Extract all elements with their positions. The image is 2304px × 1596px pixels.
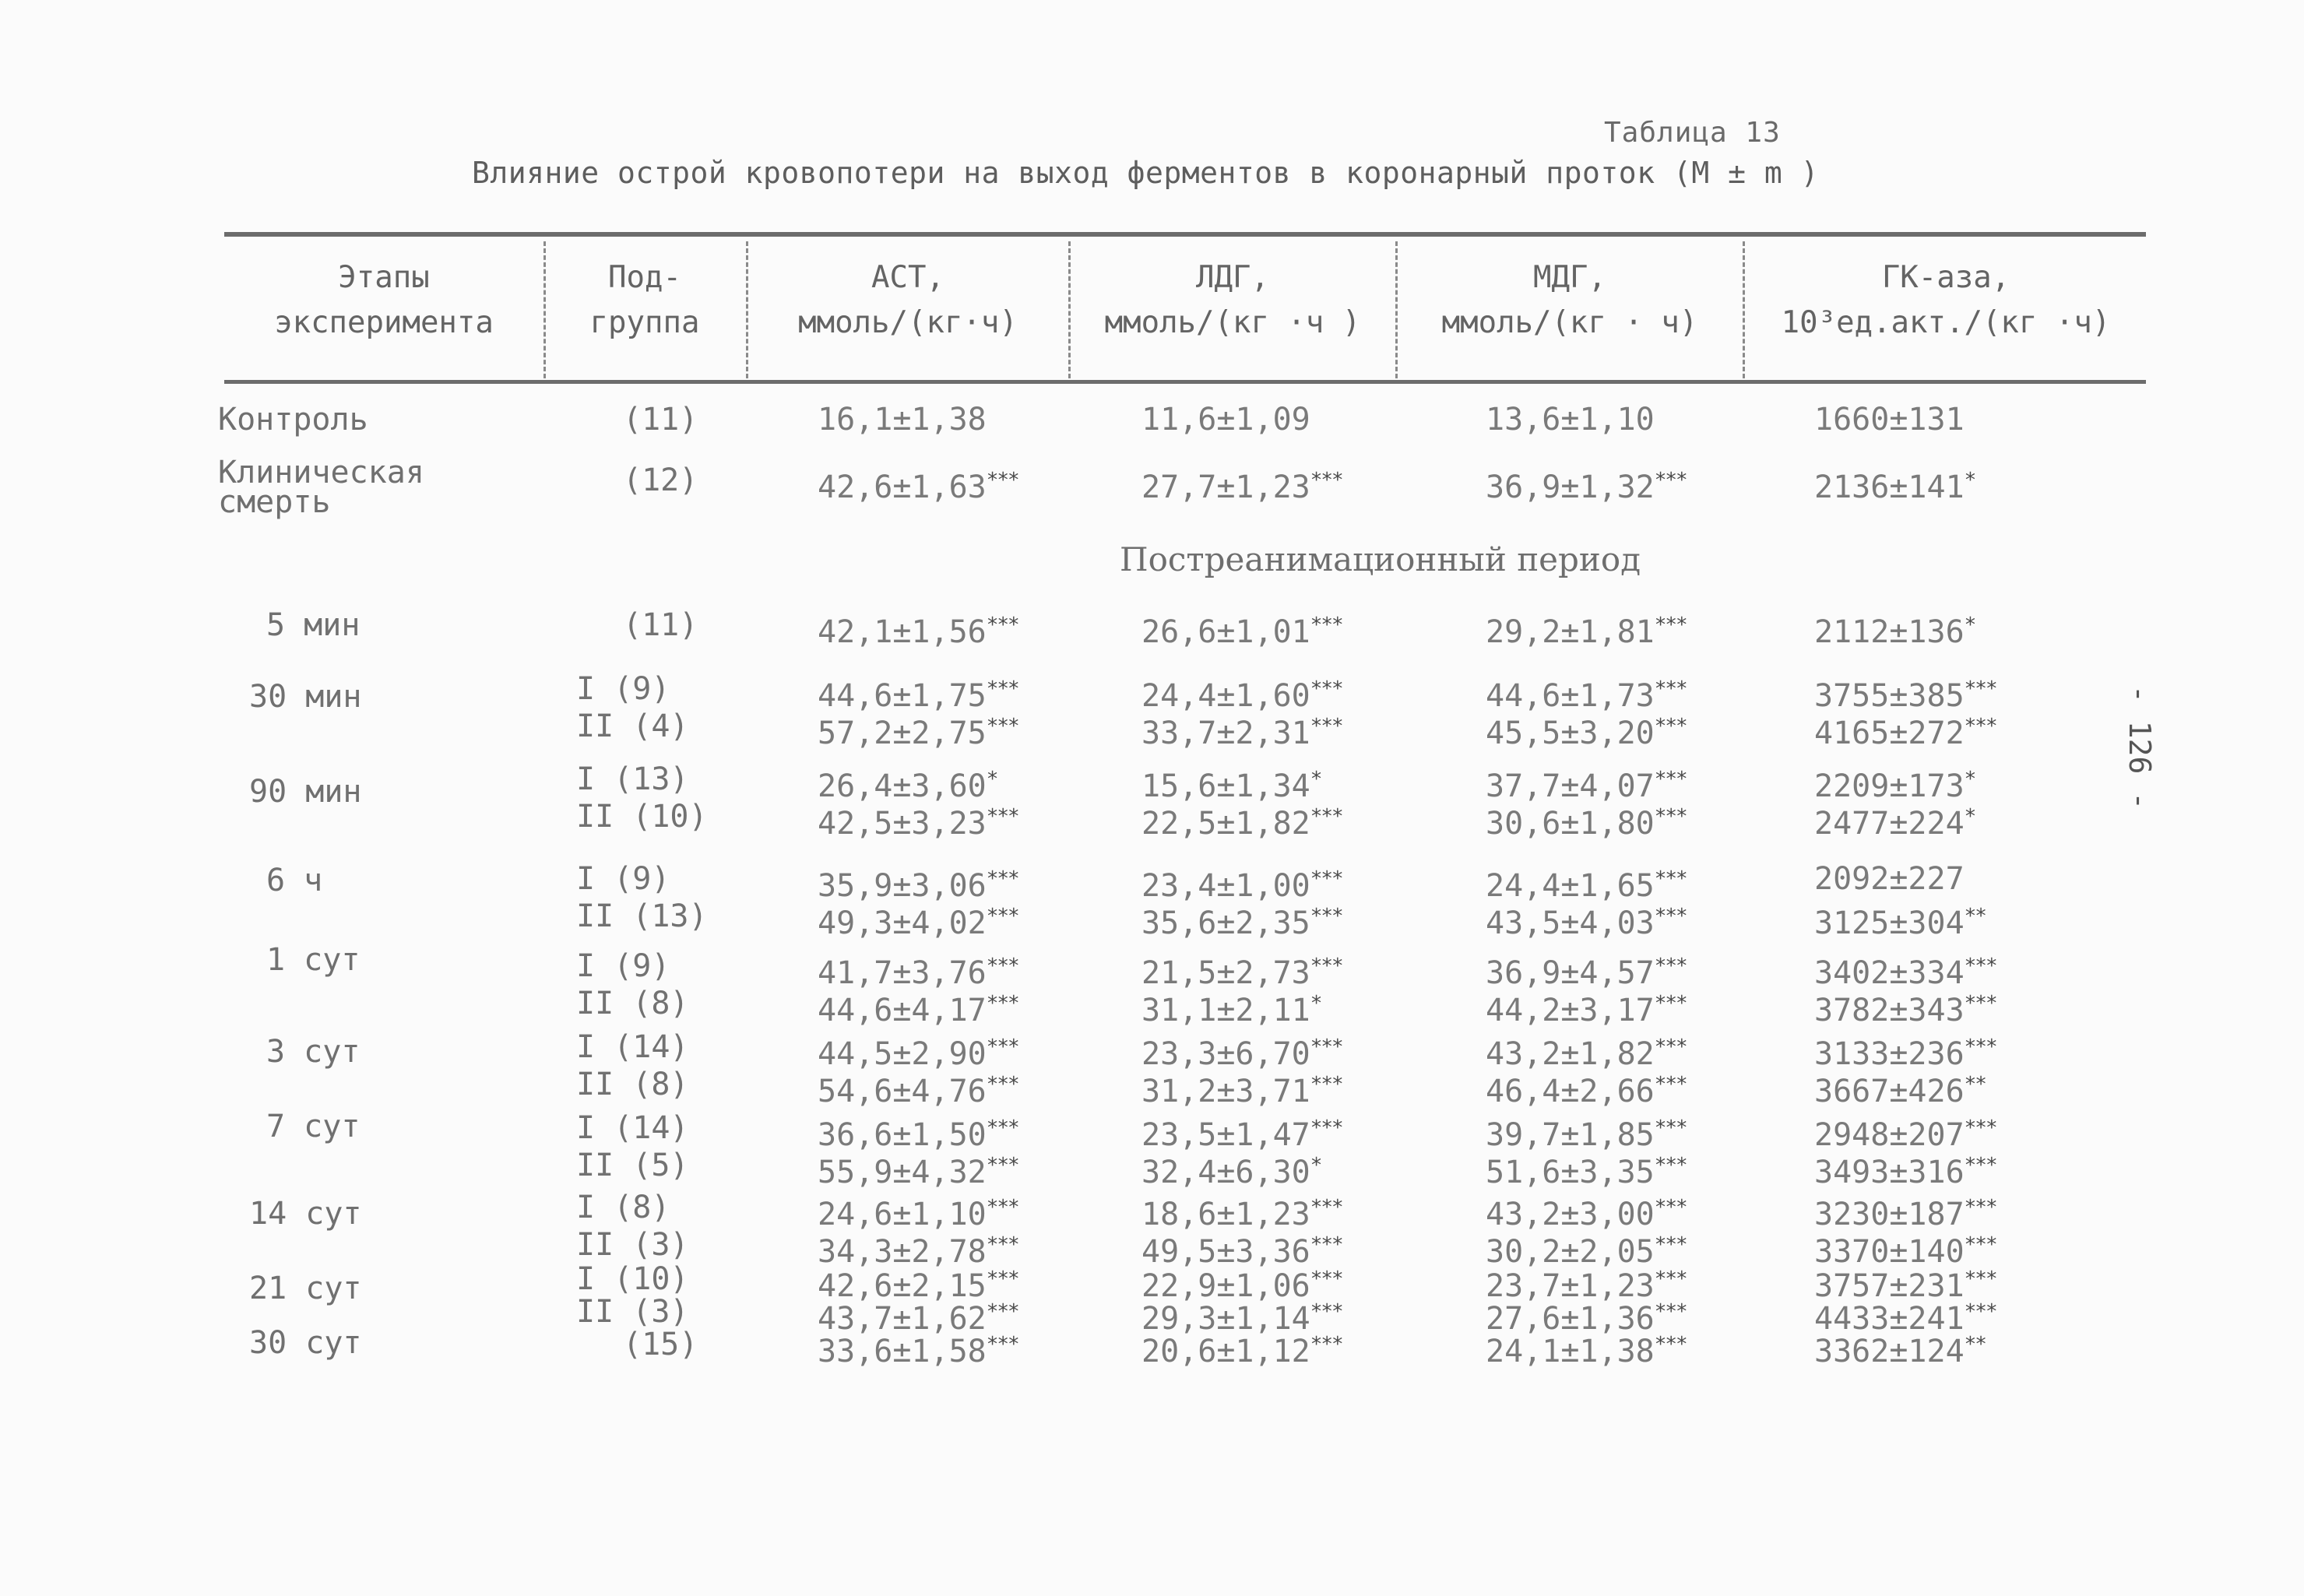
cell-value: 42,1±1,56 (818, 614, 987, 650)
cell-value: 46,4±2,66 (1486, 1074, 1655, 1109)
cell-value: 43,5±4,03 (1486, 905, 1655, 941)
significance-mark: *** (986, 1073, 1018, 1096)
cell-value: II (3) (576, 1227, 689, 1263)
mdg-cell (1486, 800, 1687, 840)
cell-value: 42,6±2,15 (818, 1268, 987, 1304)
cell-value: 23,3±6,70 (1141, 1036, 1310, 1072)
subgroup-cell (623, 1328, 698, 1361)
cell-value: 37,7±4,07 (1486, 768, 1655, 804)
cell-value: 41,7±3,76 (818, 955, 987, 991)
gk-cell (1814, 609, 1975, 649)
gk-cell (1814, 1112, 1996, 1151)
cell-value: 34,3±2,78 (818, 1234, 987, 1270)
cell-value: 3402±334 (1814, 955, 1965, 991)
cell-value: 55,9±4,32 (818, 1155, 987, 1190)
stage-label: 30 мин (249, 679, 362, 715)
significance-mark: *** (1654, 1333, 1687, 1356)
cell-value: 2948±207 (1814, 1117, 1965, 1153)
cell-value: 35,6±2,35 (1141, 905, 1310, 941)
ast-cell (818, 987, 1018, 1027)
cell-value: 3230±187 (1814, 1197, 1965, 1232)
subgroup-cell (576, 1295, 689, 1328)
gk-cell (1814, 1328, 1986, 1368)
ldg-cell (1141, 763, 1321, 803)
header-mdg: МДГ, ммоль/(кг · ч) (1441, 260, 1698, 340)
ast-cell (818, 800, 1018, 840)
cell-value: 30,2±2,05 (1486, 1234, 1655, 1270)
cell-value: 3133±236 (1814, 1036, 1965, 1072)
significance-mark: *** (1310, 1073, 1342, 1096)
gk-cell (1814, 464, 1975, 504)
significance-mark: * (1964, 469, 1975, 492)
cell-value: 27,7±1,23 (1141, 469, 1310, 505)
significance-mark: * (1310, 768, 1321, 791)
gk-cell (1814, 763, 1975, 803)
cell-value: 2136±141 (1814, 469, 1965, 505)
cell-value: 3755±385 (1814, 678, 1965, 714)
cell-value: 24,6±1,10 (818, 1197, 987, 1232)
cell-value: 3370±140 (1814, 1234, 1965, 1270)
cell-value: 23,7±1,23 (1486, 1268, 1655, 1304)
significance-mark: *** (1310, 1333, 1342, 1356)
gk-cell (1814, 900, 1986, 940)
ast-cell (818, 900, 1018, 940)
significance-mark: *** (1310, 867, 1342, 891)
significance-mark: *** (986, 954, 1018, 978)
cell-value: 33,7±2,31 (1141, 715, 1310, 751)
cell-value: 15,6±1,34 (1141, 768, 1310, 804)
cell-value: (11) (623, 402, 698, 438)
gk-cell (1814, 710, 1996, 750)
ast-cell (818, 710, 1018, 750)
subgroup-cell (623, 403, 698, 436)
ldg-cell (1141, 464, 1342, 504)
subgroup-cell (576, 1068, 689, 1101)
cell-value: 11,6±1,09 (1141, 402, 1310, 438)
significance-mark: *** (986, 867, 1018, 891)
mdg-cell (1486, 987, 1687, 1027)
cell-value: 24,1±1,38 (1486, 1334, 1655, 1369)
subgroup-cell (576, 710, 689, 743)
header-gk: ГК-аза, 10³ед.акт./(кг ·ч) (1781, 260, 2111, 340)
cell-value: 29,2±1,81 (1486, 614, 1655, 650)
mdg-cell (1486, 863, 1687, 902)
ldg-cell (1141, 1112, 1342, 1151)
subgroup-cell (576, 1112, 689, 1144)
significance-mark: *** (986, 992, 1018, 1015)
cell-value: 16,1±1,38 (818, 402, 987, 438)
mdg-cell (1486, 710, 1687, 750)
header-ldg: ЛДГ, ммоль/(кг ·ч ) (1104, 260, 1361, 340)
ast-cell (818, 609, 1018, 649)
stage-label: 5 мин (266, 607, 361, 643)
cell-value: 3667±426 (1814, 1074, 1965, 1109)
significance-mark: *** (1964, 1116, 1996, 1140)
significance-mark: *** (1964, 1035, 1996, 1059)
gk-cell (1814, 800, 1975, 840)
ast-cell (818, 403, 987, 436)
cell-value: 18,6±1,23 (1141, 1197, 1310, 1232)
cell-value: 44,6±4,17 (818, 993, 987, 1028)
cell-value: 26,6±1,01 (1141, 614, 1310, 650)
cell-value: II (4) (576, 708, 689, 744)
significance-mark: *** (1654, 1233, 1687, 1257)
cell-value: 3757±231 (1814, 1268, 1965, 1304)
ldg-cell (1141, 710, 1342, 750)
cell-value: (15) (623, 1327, 698, 1362)
column-divider (746, 241, 748, 378)
ast-cell (818, 1328, 1018, 1368)
mdg-cell (1486, 950, 1687, 990)
page-number: - 126 - (2123, 685, 2157, 810)
cell-value: 29,3±1,14 (1141, 1301, 1310, 1337)
cell-value: 49,3±4,02 (818, 905, 987, 941)
stage-label: Клиническая (218, 455, 424, 490)
significance-mark: * (1964, 805, 1975, 828)
significance-mark: *** (986, 905, 1018, 928)
table-top-rule (224, 232, 2146, 237)
cell-value: 22,5±1,82 (1141, 806, 1310, 842)
significance-mark: *** (1310, 613, 1342, 637)
significance-mark: *** (1654, 1116, 1687, 1140)
subgroup-cell (576, 1149, 689, 1182)
significance-mark: *** (1654, 1300, 1687, 1324)
ldg-cell (1141, 900, 1342, 940)
significance-mark: *** (1654, 1073, 1687, 1096)
ldg-cell (1141, 1328, 1342, 1368)
subgroup-cell (623, 464, 698, 497)
ldg-cell (1141, 1149, 1321, 1189)
mdg-cell (1486, 673, 1687, 712)
cell-value: I (10) (576, 1261, 689, 1297)
column-divider (1395, 241, 1398, 378)
cell-value: 4433±241 (1814, 1301, 1965, 1337)
subgroup-cell (576, 673, 670, 705)
significance-mark: *** (1310, 715, 1342, 738)
cell-value: 49,5±3,36 (1141, 1234, 1310, 1270)
cell-value: 44,6±1,75 (818, 678, 987, 714)
cell-value: 43,2±3,00 (1486, 1197, 1655, 1232)
cell-value: 31,1±2,11 (1141, 993, 1310, 1028)
stage-label: 3 сут (266, 1034, 361, 1070)
significance-mark: ** (1964, 1073, 1986, 1096)
cell-value: 57,2±2,75 (818, 715, 987, 751)
gk-cell (1814, 403, 1965, 436)
ast-cell (818, 1149, 1018, 1189)
significance-mark: * (1964, 613, 1975, 637)
table-number: Таблица 13 (1604, 117, 1781, 149)
significance-mark: *** (1310, 1233, 1342, 1257)
cell-value: 1660±131 (1814, 402, 1965, 438)
significance-mark: ** (1964, 1333, 1986, 1356)
cell-value: 42,5±3,23 (818, 806, 987, 842)
cell-value: 32,4±6,30 (1141, 1155, 1310, 1190)
mdg-cell (1486, 1328, 1687, 1368)
subgroup-cell (623, 609, 698, 642)
cell-value: 3125±304 (1814, 905, 1965, 941)
cell-value: 44,2±3,17 (1486, 993, 1655, 1028)
cell-value: I (13) (576, 761, 689, 797)
subgroup-cell (576, 863, 670, 895)
cell-value: I (9) (576, 671, 670, 707)
cell-value: (12) (623, 462, 698, 498)
significance-mark: *** (1654, 715, 1687, 738)
ast-cell (818, 1112, 1018, 1151)
cell-value: 43,7±1,62 (818, 1301, 987, 1337)
significance-mark: *** (1654, 1196, 1687, 1219)
significance-mark: *** (1654, 469, 1687, 492)
section-label: Постреанимационный период (1120, 540, 1641, 578)
cell-value: 36,9±1,32 (1486, 469, 1655, 505)
cell-value: II (8) (576, 1067, 689, 1102)
header-subgroup: Под- группа (589, 260, 700, 340)
cell-value: 23,5±1,47 (1141, 1117, 1310, 1153)
ldg-cell (1141, 950, 1342, 990)
gk-cell (1814, 1191, 1996, 1231)
ast-cell (818, 1191, 1018, 1231)
column-divider (1743, 241, 1745, 378)
mdg-cell (1486, 1191, 1687, 1231)
cell-value: II (3) (576, 1294, 689, 1330)
cell-value: 44,5±2,90 (818, 1036, 987, 1072)
significance-mark: *** (1964, 954, 1996, 978)
ast-cell (818, 1068, 1018, 1108)
stage-label: 6 ч (266, 863, 323, 898)
cell-value: I (9) (576, 861, 670, 897)
cell-value: 13,6±1,10 (1486, 402, 1655, 438)
significance-mark: *** (1310, 954, 1342, 978)
significance-mark: *** (1654, 768, 1687, 791)
column-divider (1068, 241, 1071, 378)
significance-mark: *** (1310, 1196, 1342, 1219)
cell-value: 30,6±1,80 (1486, 806, 1655, 842)
gk-cell (1814, 987, 1996, 1027)
cell-value: II (5) (576, 1148, 689, 1183)
ast-cell (818, 863, 1018, 902)
cell-value: 2477±224 (1814, 806, 1965, 842)
cell-value: II (10) (576, 799, 708, 835)
subgroup-cell (576, 950, 670, 983)
cell-value: I (14) (576, 1029, 689, 1065)
significance-mark: *** (1310, 1035, 1342, 1059)
gk-cell (1814, 1031, 1996, 1070)
mdg-cell (1486, 1031, 1687, 1070)
ldg-cell (1141, 987, 1321, 1027)
mdg-cell (1486, 464, 1687, 504)
ldg-cell (1141, 403, 1310, 436)
subgroup-cell (576, 1031, 689, 1063)
significance-mark: *** (1310, 1267, 1342, 1291)
significance-mark: *** (1310, 469, 1342, 492)
cell-value: 3493±316 (1814, 1155, 1965, 1190)
significance-mark: *** (1654, 867, 1687, 891)
significance-mark: *** (1654, 1035, 1687, 1059)
cell-value: 36,6±1,50 (818, 1117, 987, 1153)
cell-value: 24,4±1,65 (1486, 868, 1655, 904)
cell-value: 51,6±3,35 (1486, 1155, 1655, 1190)
cell-value: I (8) (576, 1190, 670, 1225)
header-ast: АСТ, ммоль/(кг·ч) (798, 260, 1018, 340)
significance-mark: *** (986, 1035, 1018, 1059)
significance-mark: *** (986, 1233, 1018, 1257)
mdg-cell (1486, 1112, 1687, 1151)
cell-value: 42,6±1,63 (818, 469, 987, 505)
significance-mark: *** (986, 1196, 1018, 1219)
cell-value: I (9) (576, 948, 670, 984)
cell-value: II (13) (576, 898, 708, 934)
significance-mark: *** (1654, 905, 1687, 928)
subgroup-cell (576, 800, 708, 833)
significance-mark: *** (1310, 677, 1342, 701)
cell-value: 31,2±3,71 (1141, 1074, 1310, 1109)
significance-mark: *** (1654, 992, 1687, 1015)
ast-cell (818, 673, 1018, 712)
gk-cell (1814, 1149, 1996, 1189)
mdg-cell (1486, 609, 1687, 649)
cell-value: 21,5±2,73 (1141, 955, 1310, 991)
gk-cell (1814, 950, 1996, 990)
ldg-cell (1141, 800, 1342, 840)
gk-cell (1814, 863, 1965, 895)
significance-mark: *** (1964, 1196, 1996, 1219)
subgroup-cell (576, 987, 689, 1020)
cell-value: 23,4±1,00 (1141, 868, 1310, 904)
significance-mark: *** (986, 1267, 1018, 1291)
significance-mark: * (1310, 992, 1321, 1015)
significance-mark: *** (1964, 1300, 1996, 1324)
cell-value: 2092±227 (1814, 861, 1965, 897)
cell-value: 54,6±4,76 (818, 1074, 987, 1109)
stage-label: 14 сут (249, 1196, 362, 1232)
stage-label: Контроль (218, 402, 368, 438)
significance-mark: *** (986, 1300, 1018, 1324)
cell-value: 3362±124 (1814, 1334, 1965, 1369)
header-stage: Этапы эксперимента (274, 260, 494, 340)
cell-value: 24,4±1,60 (1141, 678, 1310, 714)
ast-cell (818, 950, 1018, 990)
ast-cell (818, 1031, 1018, 1070)
cell-value: 22,9±1,06 (1141, 1268, 1310, 1304)
significance-mark: *** (986, 805, 1018, 828)
mdg-cell (1486, 900, 1687, 940)
significance-mark: *** (986, 613, 1018, 637)
cell-value: II (8) (576, 986, 689, 1021)
mdg-cell (1486, 763, 1687, 803)
stage-label: 21 сут (249, 1271, 362, 1306)
ldg-cell (1141, 1191, 1342, 1231)
cell-value: 44,6±1,73 (1486, 678, 1655, 714)
significance-mark: *** (1964, 1154, 1996, 1177)
cell-value: 26,4±3,60 (818, 768, 987, 804)
cell-value: 27,6±1,36 (1486, 1301, 1655, 1337)
ast-cell (818, 464, 1018, 504)
subgroup-cell (576, 763, 689, 796)
cell-value: 45,5±3,20 (1486, 715, 1655, 751)
cell-value: 3782±343 (1814, 993, 1965, 1028)
ldg-cell (1141, 609, 1342, 649)
stage-label: 30 сут (249, 1325, 362, 1361)
stage-label: 90 мин (249, 774, 362, 810)
subgroup-cell (576, 1263, 689, 1295)
cell-value: 35,9±3,06 (818, 868, 987, 904)
cell-value: 20,6±1,12 (1141, 1334, 1310, 1369)
cell-value: 36,9±4,57 (1486, 955, 1655, 991)
stage-label: 7 сут (266, 1109, 361, 1144)
significance-mark: *** (1654, 1267, 1687, 1291)
ldg-cell (1141, 863, 1342, 902)
cell-value: 43,2±1,82 (1486, 1036, 1655, 1072)
significance-mark: *** (986, 677, 1018, 701)
significance-mark: *** (986, 469, 1018, 492)
significance-mark: *** (1654, 1154, 1687, 1177)
significance-mark: ** (1964, 905, 1986, 928)
significance-mark: *** (986, 1333, 1018, 1356)
significance-mark: *** (1964, 677, 1996, 701)
significance-mark: *** (986, 1154, 1018, 1177)
significance-mark: *** (1310, 1300, 1342, 1324)
stage-label: смерть (218, 484, 331, 520)
significance-mark: * (1964, 768, 1975, 791)
significance-mark: *** (1964, 1267, 1996, 1291)
significance-mark: * (1310, 1154, 1321, 1177)
significance-mark: *** (1964, 992, 1996, 1015)
cell-value: 39,7±1,85 (1486, 1117, 1655, 1153)
significance-mark: *** (1654, 677, 1687, 701)
significance-mark: *** (1964, 1233, 1996, 1257)
cell-value: 4165±272 (1814, 715, 1965, 751)
gk-cell (1814, 673, 1996, 712)
cell-value: 2209±173 (1814, 768, 1965, 804)
cell-value: (11) (623, 607, 698, 643)
significance-mark: * (986, 768, 997, 791)
mdg-cell (1486, 403, 1655, 436)
stage-label: 1 сут (266, 942, 361, 978)
table-header-rule (224, 380, 2146, 384)
significance-mark: *** (986, 1116, 1018, 1140)
significance-mark: *** (1310, 805, 1342, 828)
significance-mark: *** (1964, 715, 1996, 738)
significance-mark: *** (1654, 613, 1687, 637)
significance-mark: *** (1654, 954, 1687, 978)
ldg-cell (1141, 1031, 1342, 1070)
significance-mark: *** (986, 715, 1018, 738)
ast-cell (818, 763, 997, 803)
subgroup-cell (576, 1229, 689, 1261)
cell-value: I (14) (576, 1110, 689, 1146)
table-title: Влияние острой кровопотери на выход ферментов в коронарный проток (M ± m ) (472, 156, 1819, 190)
gk-cell (1814, 1068, 1986, 1108)
subgroup-cell (576, 900, 708, 933)
significance-mark: *** (1310, 905, 1342, 928)
cell-value: 33,6±1,58 (818, 1334, 987, 1369)
significance-mark: *** (1654, 805, 1687, 828)
subgroup-cell (576, 1191, 670, 1224)
mdg-cell (1486, 1149, 1687, 1189)
ldg-cell (1141, 673, 1342, 712)
ldg-cell (1141, 1068, 1342, 1108)
cell-value: 2112±136 (1814, 614, 1965, 650)
mdg-cell (1486, 1068, 1687, 1108)
significance-mark: *** (1310, 1116, 1342, 1140)
